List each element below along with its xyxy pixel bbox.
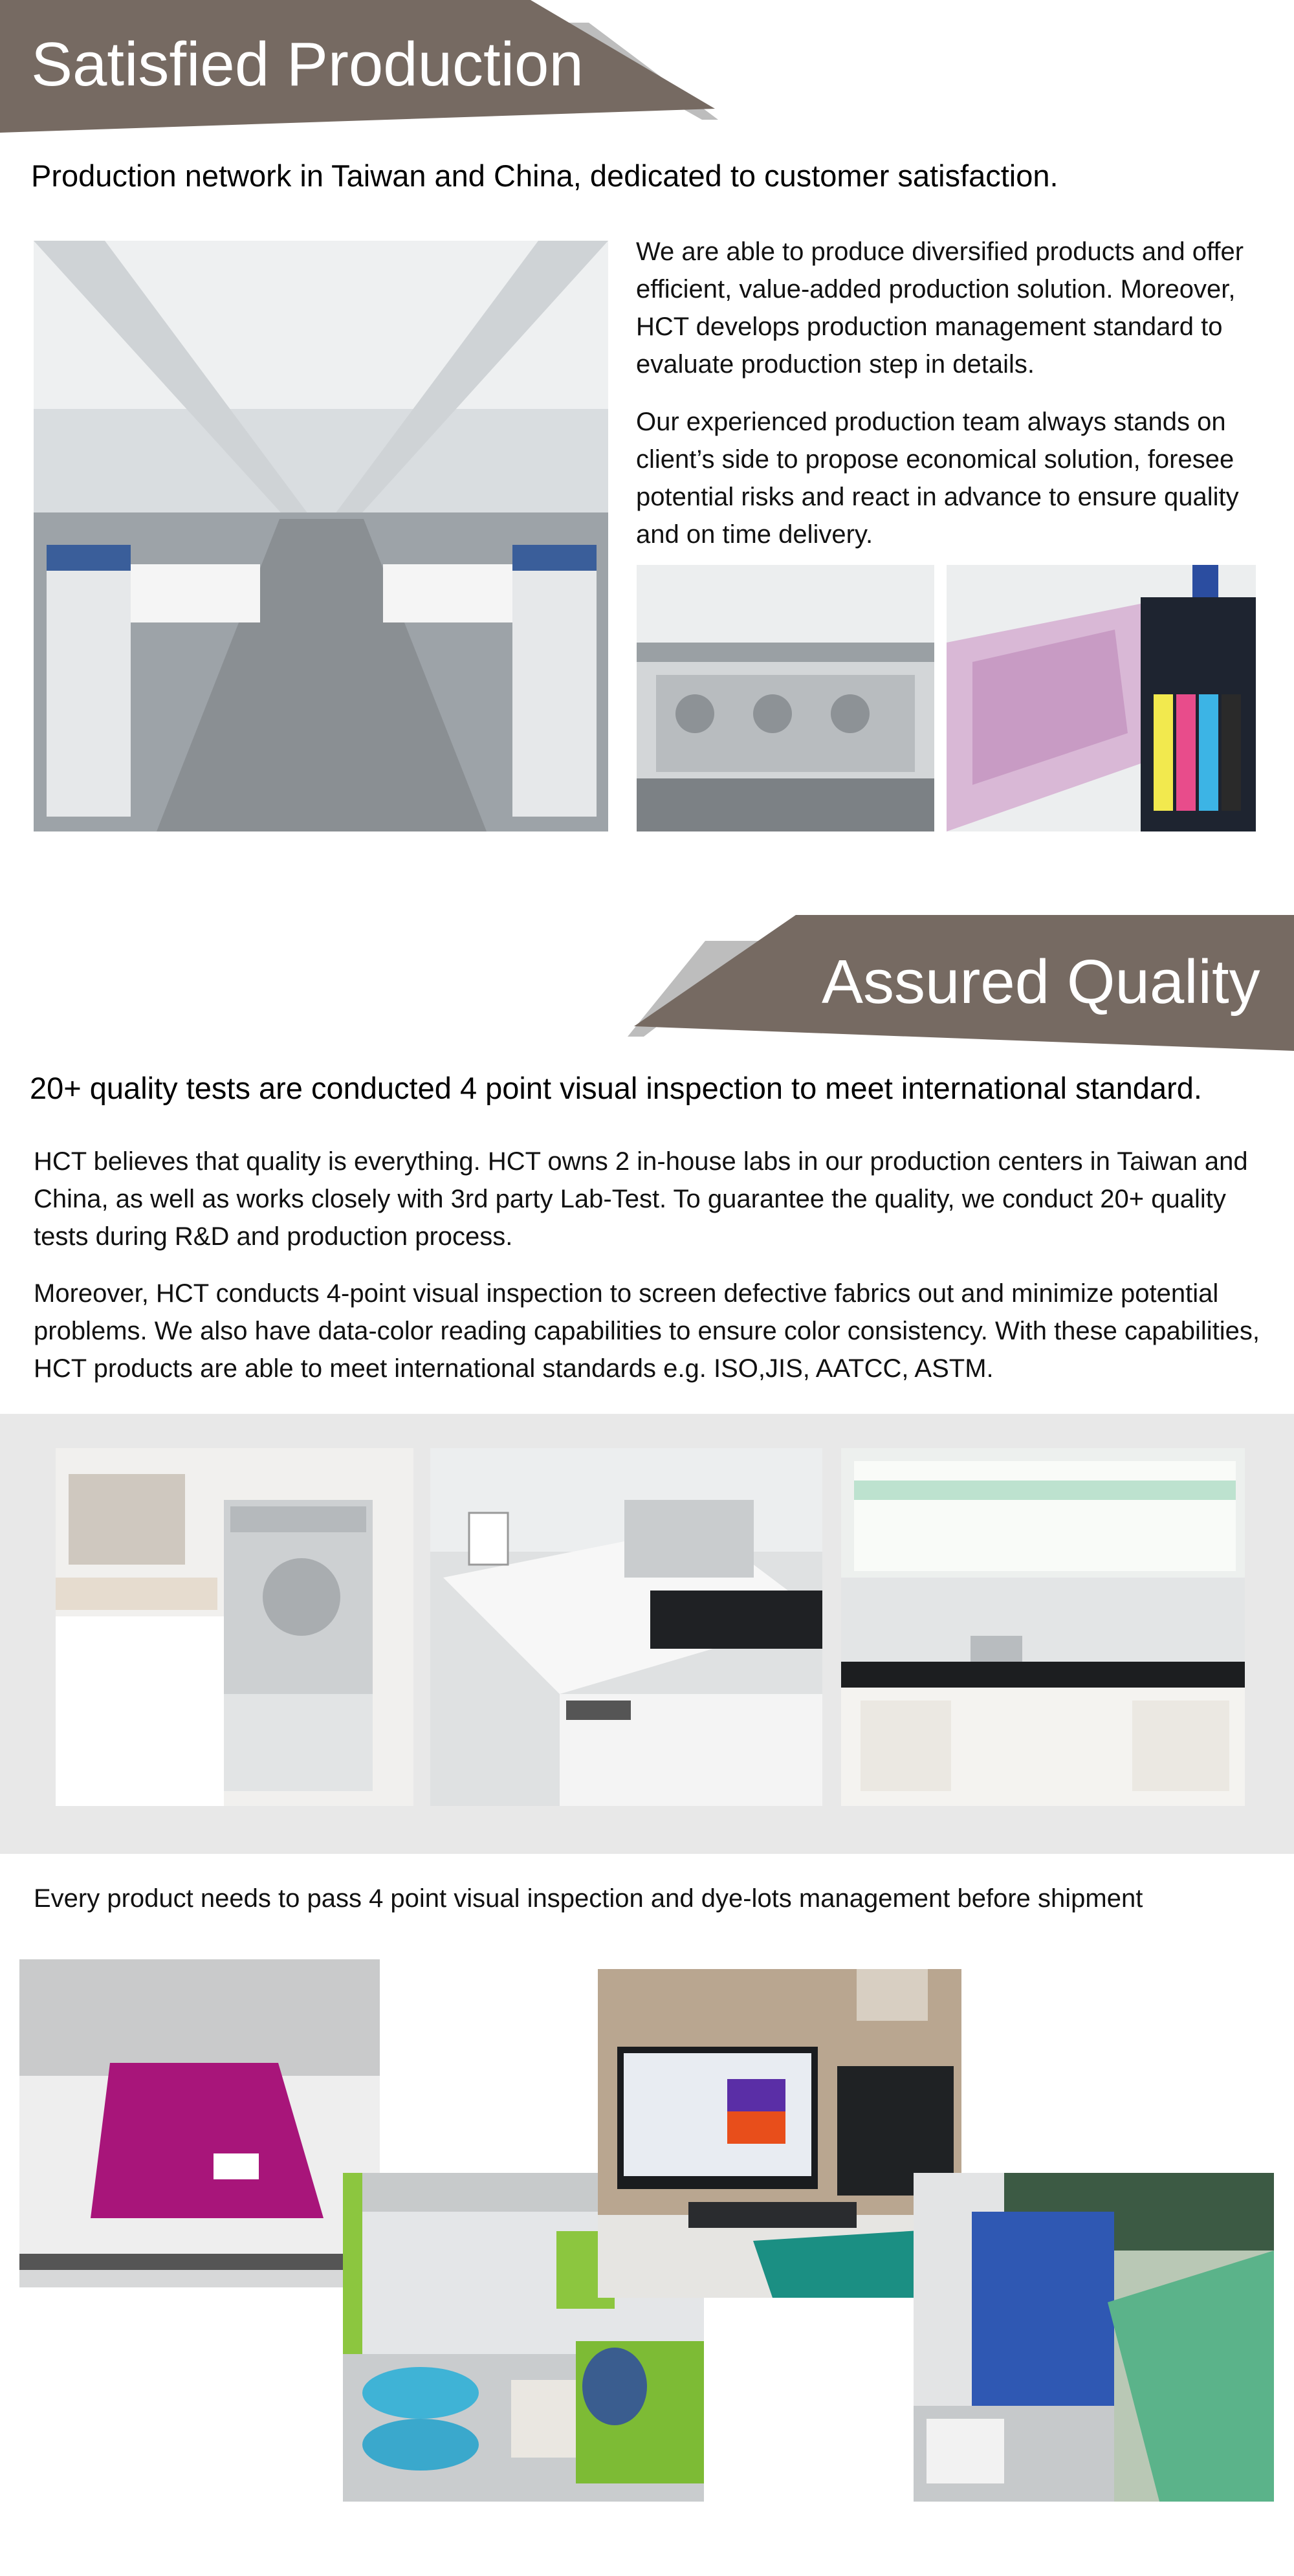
section-subtitle-production: Production network in Taiwan and China, dedicated to customer satisfaction.: [31, 159, 1058, 193]
dyeing-machines-photo: [637, 565, 934, 831]
color-measurement-computer-photo: [598, 1969, 961, 2298]
textile-factory-photo: [34, 241, 608, 831]
magenta-fabric-inspection-photo: [19, 1959, 380, 2287]
production-paragraph-2: Our experienced production team always stands on client’s side to propose economical solution, foresee potential risks and react in advance to ensure quality and on time delivery.: [636, 408, 1239, 549]
lab-equipment-photo: [56, 1448, 413, 1806]
fabric-inspection-line-photo: [914, 2173, 1274, 2502]
quality-paragraph-2: Moreover, HCT conducts 4-point visual inspection to screen defective fabrics out and minimize potential problems. We also have data-color reading capabilities to ensure color consistency. With these capabilities, HCT products are able to meet international standards e.g. ISO,JIS, AATCC, ASTM.: [34, 1279, 1260, 1383]
testing-lab-photo: [841, 1448, 1245, 1806]
section-title-quality: Assured Quality: [822, 947, 1260, 1017]
inspection-caption: Every product needs to pass 4 point visual inspection and dye-lots management before shipment: [34, 1884, 1143, 1913]
abrasion-tester-photo: [430, 1448, 822, 1806]
quality-paragraph-1: HCT believes that quality is everything. HCT owns 2 in-house labs in our production centers in Taiwan and China, as well as works closely with 3rd party Lab-Test. To guarantee the quality, we conduct 20+ quality tests during R&D and production process.: [34, 1147, 1248, 1251]
production-paragraph-1: We are able to produce diversified products and offer efficient, value-added production solution. Moreover, HCT develops production management standard to evaluate production step in details.: [636, 237, 1244, 379]
section-title-production: Satisfied Production: [31, 30, 584, 99]
section-subtitle-quality: 20+ quality tests are conducted 4 point visual inspection to meet international standard.: [30, 1071, 1202, 1105]
digital-printer-photo: [947, 565, 1256, 831]
